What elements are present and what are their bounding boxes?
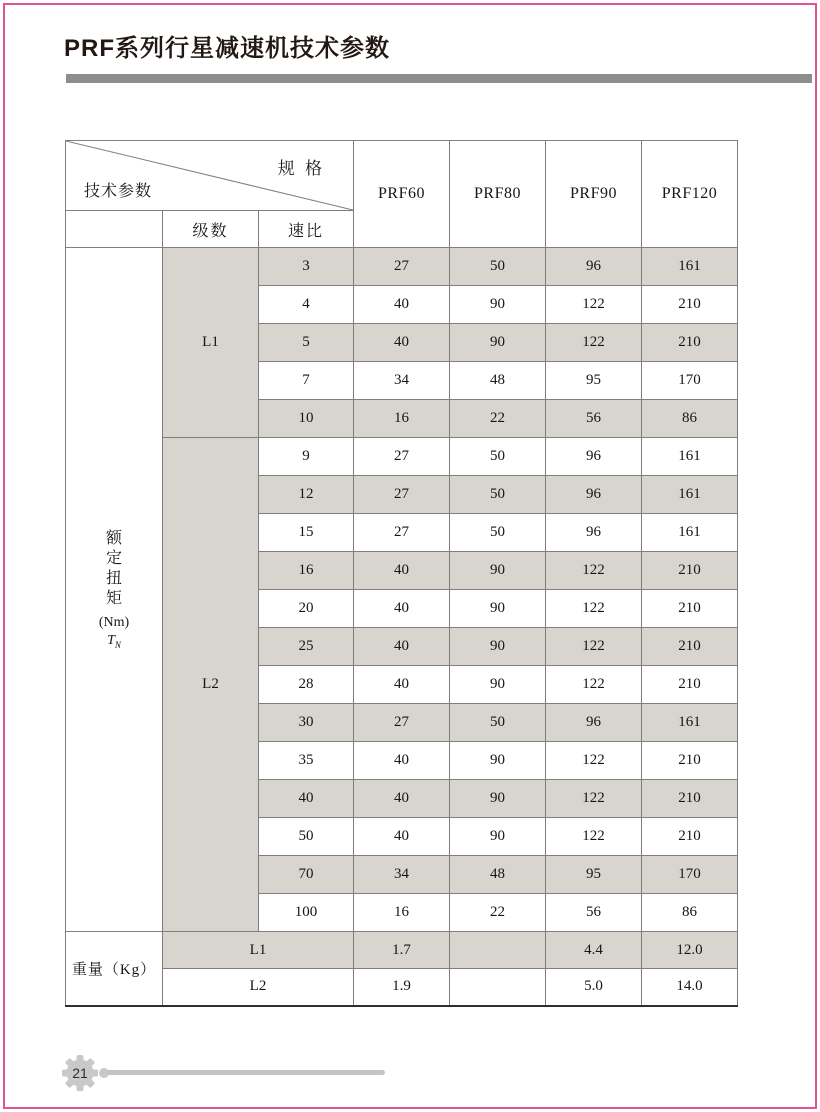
ratio-cell: 5 [259,324,354,362]
model-header-prf90: PRF90 [546,141,642,248]
stage-cell-l1: L1 [163,248,259,438]
ratio-cell: 50 [259,818,354,856]
weight-label-cell: 重量（Kg） [66,932,163,1006]
torque-value-cell: 122 [546,590,642,628]
stage-cell-l2: L2 [163,438,259,932]
diagonal-header-cell [66,141,354,211]
torque-value-cell: 122 [546,666,642,704]
torque-value-cell: 96 [546,514,642,552]
torque-value-cell: 50 [450,476,546,514]
torque-value-cell: 90 [450,286,546,324]
torque-value-cell: 22 [450,400,546,438]
ratio-cell: 25 [259,628,354,666]
torque-value-cell: 122 [546,818,642,856]
data-row [66,248,738,286]
ratio-cell: 7 [259,362,354,400]
torque-value-cell: 170 [642,362,738,400]
torque-value-cell: 50 [450,248,546,286]
weight-value-cell [450,969,546,1006]
torque-value-cell: 90 [450,590,546,628]
torque-value-cell: 122 [546,742,642,780]
ratio-cell: 70 [259,856,354,894]
model-header-prf120: PRF120 [642,141,738,248]
ratio-cell: 12 [259,476,354,514]
torque-value-cell: 40 [354,780,450,818]
torque-value-cell: 40 [354,324,450,362]
torque-value-cell: 210 [642,324,738,362]
torque-value-cell: 210 [642,628,738,666]
torque-value-cell: 170 [642,856,738,894]
data-row [66,438,738,476]
torque-value-cell: 210 [642,590,738,628]
torque-value-cell: 86 [642,400,738,438]
torque-value-cell: 27 [354,514,450,552]
torque-value-cell: 161 [642,514,738,552]
torque-value-cell: 96 [546,438,642,476]
tech-param-corner-label: 技术参数 [84,183,153,200]
torque-value-cell: 96 [546,248,642,286]
torque-value-cell: 27 [354,248,450,286]
torque-value-cell: 16 [354,894,450,932]
torque-value-cell: 48 [450,362,546,400]
torque-value-cell: 90 [450,818,546,856]
spec-table [65,140,738,1007]
torque-value-cell: 122 [546,780,642,818]
weight-row-l2 [66,969,738,1006]
torque-value-cell: 40 [354,742,450,780]
torque-data-body [66,248,738,932]
torque-value-cell: 95 [546,362,642,400]
torque-value-cell: 56 [546,894,642,932]
torque-value-cell: 122 [546,628,642,666]
spec-corner-label: 规 格 [277,159,326,178]
torque-value-cell: 122 [546,552,642,590]
torque-value-cell: 86 [642,894,738,932]
weight-value-cell: 12.0 [642,932,738,969]
model-header-prf60: PRF60 [354,141,450,248]
ratio-cell: 15 [259,514,354,552]
torque-value-cell: 40 [354,666,450,704]
torque-value-cell: 95 [546,856,642,894]
torque-label-cell [66,248,163,932]
torque-value-cell: 40 [354,818,450,856]
page-number-gear-icon [58,1051,102,1095]
torque-value-cell: 90 [450,324,546,362]
weight-value-cell: 5.0 [546,969,642,1006]
footer-rule [106,1070,385,1075]
torque-value-cell: 40 [354,628,450,666]
torque-value-cell: 210 [642,780,738,818]
torque-value-cell: 210 [642,666,738,704]
weight-stage-cell-l2: L2 [163,969,354,1006]
torque-value-cell: 56 [546,400,642,438]
torque-value-cell: 50 [450,704,546,742]
torque-value-cell: 90 [450,552,546,590]
torque-value-cell: 210 [642,552,738,590]
torque-value-cell: 90 [450,666,546,704]
ratio-cell: 30 [259,704,354,742]
torque-value-cell: 122 [546,324,642,362]
model-header-prf80: PRF80 [450,141,546,248]
weight-value-cell: 4.4 [546,932,642,969]
torque-value-cell: 48 [450,856,546,894]
torque-value-cell: 34 [354,362,450,400]
rated-torque-label: 额 定 扭 矩 (Nm) $T_N$ [98,530,130,650]
torque-value-cell: 90 [450,628,546,666]
torque-value-cell: 210 [642,818,738,856]
torque-value-cell: 40 [354,590,450,628]
torque-value-cell: 122 [546,286,642,324]
torque-value-cell: 27 [354,438,450,476]
ratio-cell: 28 [259,666,354,704]
torque-value-cell: 50 [450,514,546,552]
torque-value-cell: 161 [642,438,738,476]
torque-value-cell: 90 [450,780,546,818]
torque-value-cell: 161 [642,248,738,286]
torque-value-cell: 161 [642,704,738,742]
weight-value-cell: 1.7 [354,932,450,969]
torque-value-cell: 27 [354,704,450,742]
ratio-cell: 9 [259,438,354,476]
ratio-cell: 16 [259,552,354,590]
torque-value-cell: 96 [546,476,642,514]
ratio-cell: 4 [259,286,354,324]
torque-value-cell: 50 [450,438,546,476]
weight-value-cell [450,932,546,969]
page-number: 21 [72,1065,88,1081]
torque-value-cell: 16 [354,400,450,438]
torque-value-cell: 210 [642,286,738,324]
ratio-cell: 40 [259,780,354,818]
empty-header-cell [66,211,163,248]
torque-value-cell: 34 [354,856,450,894]
ratio-cell: 20 [259,590,354,628]
weight-row-l1 [66,932,738,969]
torque-value-cell: 27 [354,476,450,514]
ratio-cell: 100 [259,894,354,932]
torque-value-cell: 22 [450,894,546,932]
table-header-row-1 [66,141,738,211]
torque-value-cell: 96 [546,704,642,742]
ratio-cell: 3 [259,248,354,286]
torque-value-cell: 161 [642,476,738,514]
page-title: PRF系列行星减速机技术参数 [64,35,390,62]
title-underline-rule [66,74,812,83]
weight-body [66,932,738,1006]
ratio-cell: 35 [259,742,354,780]
torque-value-cell: 210 [642,742,738,780]
ratio-header: 速比 [259,211,354,248]
torque-value-cell: 90 [450,742,546,780]
ratio-cell: 10 [259,400,354,438]
weight-value-cell: 14.0 [642,969,738,1006]
torque-value-cell: 40 [354,286,450,324]
stage-header: 级数 [163,211,259,248]
weight-stage-cell-l1: L1 [163,932,354,969]
weight-value-cell: 1.9 [354,969,450,1006]
torque-value-cell: 40 [354,552,450,590]
